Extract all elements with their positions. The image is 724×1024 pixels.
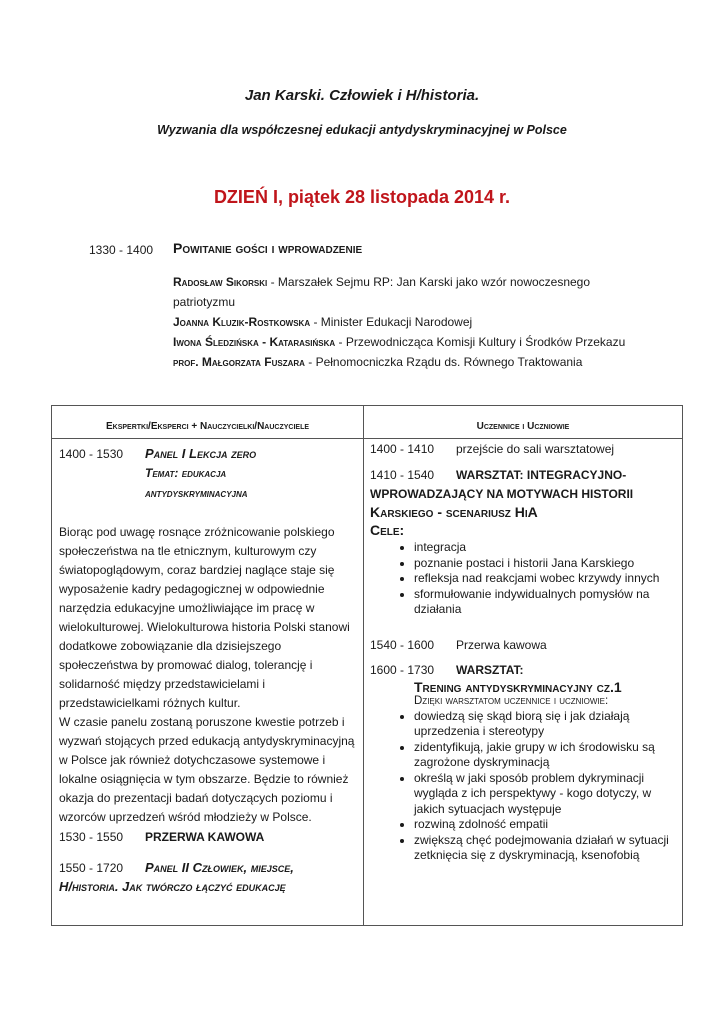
right-column-header: Uczennice i Uczniowie [476,421,570,432]
panel2-time: 1550 - 1720 [59,861,124,875]
welcome-title: Powitanie gości i wprowadzenie [173,240,363,256]
speaker-role: - Pełnomocniczka Rządu ds. Równego Traktowania [304,355,583,369]
column-divider [363,406,364,925]
document-title: Jan Karski. Człowiek i H/historia. [244,87,480,104]
panel2-row [59,860,359,875]
right-column [370,442,675,864]
speaker-item [173,272,643,312]
list-item: • sformułowanie indywidualnych pomysłów na działania [414,587,675,618]
r1-time: 1400 - 1410 [370,442,435,456]
r4-title: Trening antydyskryminacyjny cz.1 [414,678,622,695]
speaker-name: Iwona Śledzińska - Katarasińska [173,335,336,349]
speaker-name: Radosław Sikorski [173,275,268,289]
speaker-item [173,332,643,352]
list-item: • rozwiną zdolność empatii [414,817,675,833]
speaker-list [173,272,643,372]
r4-intro: Dzięki warsztatom uczennice i uczniowie: [414,694,609,707]
schedule-table [51,405,683,926]
goals-label: Cele: [370,522,405,538]
r1-label: przejście do sali warsztatowej [456,442,615,456]
speaker-item [173,312,643,332]
r4-list [370,709,675,864]
r4-time: 1600 - 1730 [370,662,435,677]
break-label: PRZERWA KAWOWA [145,830,265,844]
speaker-role: - Minister Edukacji Narodowej [310,315,473,329]
r2-label-line3: Karskiego - scenariusz HiA [370,504,538,520]
panel1-description-2: W czasie panelu zostaną poruszone kwestie potrzeb i wyzwań stojących przed edukacją antydyskryminacyjną w Polsce jak również dotychczasowe systemowe i lokalne osiągnięcia w tym obszarze. Będzie to również okazja do prezentacji badań dotyczących poziomu i wzorców uprzedzeń wśród młodzieży w Polsce. [59,715,355,824]
header-divider [52,438,682,439]
r2-time: 1410 - 1540 [370,468,435,482]
panel1-description: Biorąc pod uwagę rosnące zróżnicowanie polskiego społeczeństwa na tle etnicznym, kulturowym czy światopoglądowym, coraz bardziej naglące staje się wyposażenie kadry pedagogicznej w odpowiednie narzędzia edukacyjne umożliwiające im pracę w wielokulturowej. Wielokulturowa historia Polski stanowi dodatkowe zobowiązanie dla dzisiejszego społeczeństwa by promować dialog, tolerancję i solidarność między przedstawicielami i przedstawicielkami różnych kultur. [59,525,350,710]
list-item: • zidentyfikują, jakie grupy w ich środowisku są zagrożone dyskryminacją [414,740,675,771]
r1-row [370,442,675,456]
panel2-title-continued: H/historia. Jak twórczo łączyć edukację [59,879,286,894]
panel1-topic: Temat: edukacja antydyskryminacyjna [145,466,248,500]
r4-label: WARSZTAT: [456,662,524,677]
list-item: • określą w jaki sposób problem dykryminacji wygląda z ich perspektywy - kogo dotyczy, w jakich sytuacjach występuje [414,771,675,818]
left-column-header: Ekspertki/Eksperci + Nauczycielki/Nauczyciele [105,421,310,432]
speaker-role: - Marszałek Sejmu RP: Jan Karski jako wzór nowoczesnego patriotyzmu [173,275,591,309]
goals-list [370,540,675,618]
r4-row [370,663,675,677]
r3-label: Przerwa kawowa [456,637,547,652]
document-subtitle: Wyzwania dla współczesnej edukacji antydyskryminacyjnej w Polsce [157,123,567,137]
panel1-row [59,446,359,461]
left-column [59,446,359,894]
list-item: • refleksja nad reakcjami wobec krzywdy innych [414,571,675,587]
panel2-title: Panel II Człowiek, miejsce, [145,860,294,875]
break-time: 1530 - 1550 [59,830,124,844]
speaker-role: - Przewodnicząca Komisji Kultury i Środków Przekazu [335,335,626,349]
r2-row [370,468,675,482]
list-item: • zwiększą chęć podejmowania działań w sytuacji zetknięcia się z dyskryminacją, ksenofobią [414,833,675,864]
r3-time: 1540 - 1600 [370,637,435,652]
welcome-time: 1330 - 1400 [89,243,154,257]
r2-label: WARSZTAT: INTEGRACYJNO- [456,468,627,482]
speaker-item [173,352,643,372]
day-heading: DZIEŃ I, piątek 28 listopada 2014 r. [213,187,511,207]
list-item: • integracja [414,540,675,556]
speaker-name: prof. Małgorzata Fuszara [173,355,305,369]
speaker-name: Joanna Kluzik-Rostkowska [173,315,311,329]
panel1-title: Panel I Lekcja zero [145,446,257,461]
list-item: • dowiedzą się skąd biorą się i jak działają uprzedzenia i stereotypy [414,709,675,740]
break-row [59,830,359,844]
r2-label-line2: WPROWADZAJĄCY NA MOTYWACH HISTORII [370,487,634,501]
r3-row [370,638,675,652]
list-item: • poznanie postaci i historii Jana Karskiego [414,556,675,572]
panel1-time: 1400 - 1530 [59,447,124,461]
